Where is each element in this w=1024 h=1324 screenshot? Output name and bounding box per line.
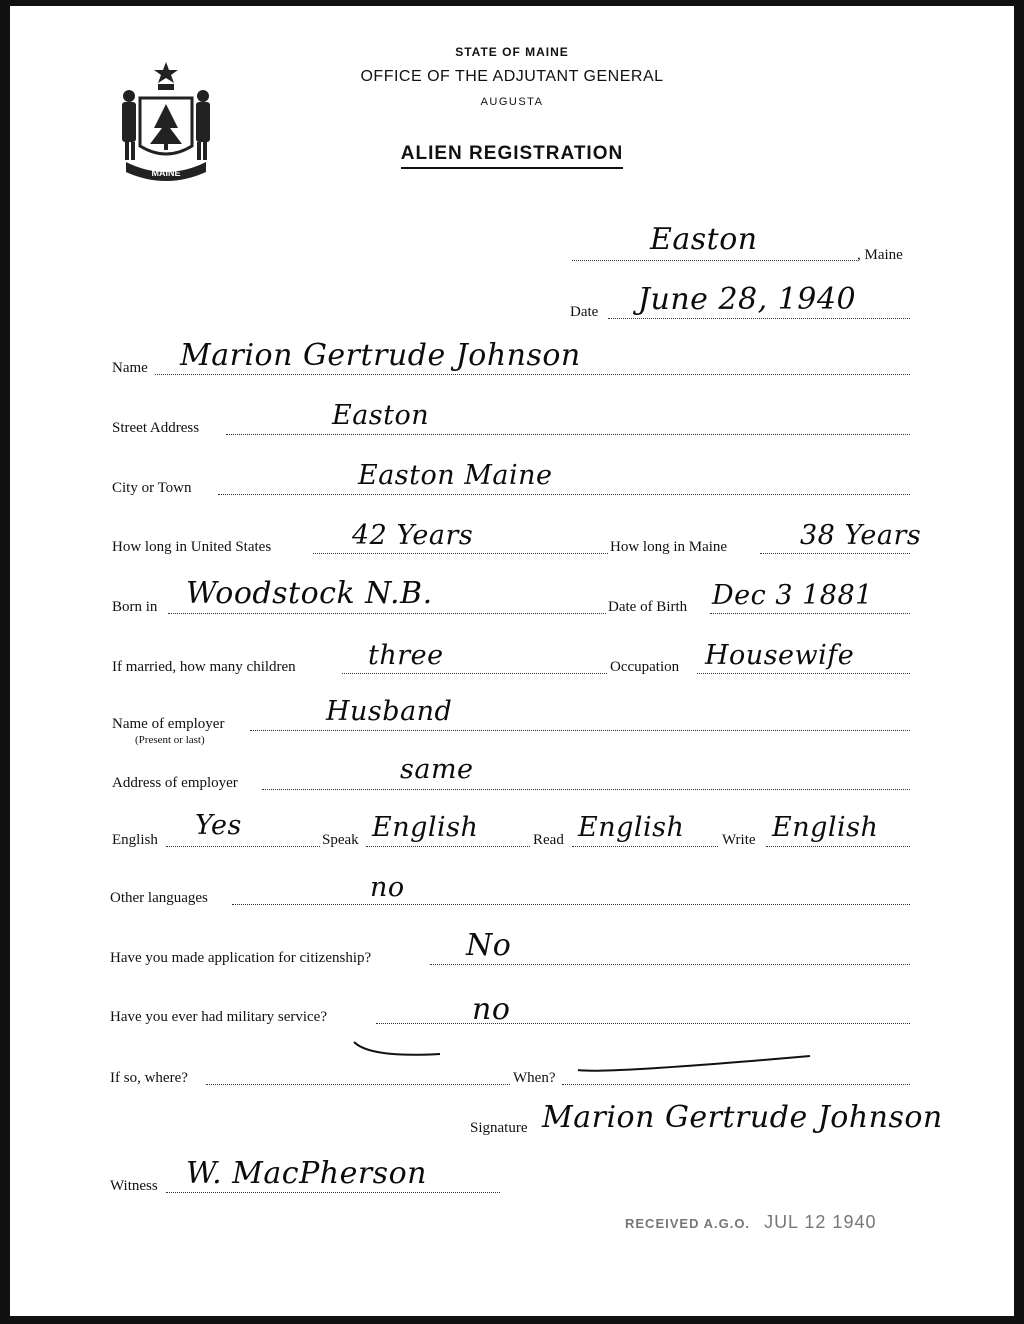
seal-banner-text: MAINE <box>151 168 181 178</box>
years-maine-label: How long in Maine <box>610 539 728 555</box>
stamp-received-text: RECEIVED A.G.O. <box>625 1216 751 1231</box>
occupation-line <box>697 673 910 674</box>
town-entry: Easton <box>650 222 758 257</box>
dob-label: Date of Birth <box>608 599 688 615</box>
employer-entry: Husband <box>326 696 453 727</box>
date-line <box>608 318 910 319</box>
stamp-date-text: JUL 12 1940 <box>764 1212 877 1232</box>
speak-label: Speak <box>322 832 359 848</box>
header-office: OFFICE OF THE ADJUTANT GENERAL <box>360 68 664 85</box>
years-us-entry: 42 Years <box>352 520 474 551</box>
name-line <box>155 374 910 375</box>
form-title: ALIEN REGISTRATION <box>401 143 623 169</box>
dob-line <box>710 613 910 614</box>
employer-address-entry: same <box>400 754 474 785</box>
other-languages-line <box>232 904 910 905</box>
date-label: Date <box>570 304 599 320</box>
speak-entry: English <box>372 812 479 843</box>
employer-label: Name of employer <box>112 716 225 732</box>
write-entry: English <box>772 812 879 843</box>
where-dash-stroke <box>350 1036 450 1062</box>
where-line <box>206 1084 510 1085</box>
citizenship-line <box>430 964 910 965</box>
military-entry: no <box>472 992 511 1027</box>
when-label: When? <box>513 1070 556 1086</box>
signature-entry: Marion Gertrude Johnson <box>542 1100 943 1135</box>
children-line <box>342 673 607 674</box>
town-suffix-label: , Maine <box>857 247 903 263</box>
employer-line <box>250 730 910 731</box>
employer-address-label: Address of employer <box>112 775 238 791</box>
years-us-line <box>313 553 608 554</box>
speak-line <box>366 846 530 847</box>
city-label: City or Town <box>112 480 192 496</box>
write-label: Write <box>722 832 756 848</box>
other-languages-entry: no <box>370 872 405 903</box>
children-label: If married, how many children <box>112 659 296 675</box>
city-line <box>218 494 910 495</box>
name-label: Name <box>112 360 148 376</box>
date-entry: June 28, 1940 <box>638 282 857 317</box>
write-line <box>766 846 910 847</box>
years-us-label: How long in United States <box>112 539 272 555</box>
when-dash-stroke <box>574 1052 814 1078</box>
military-label: Have you ever had military service? <box>110 1009 327 1025</box>
english-label: English <box>112 832 158 848</box>
read-line <box>572 846 718 847</box>
witness-entry: W. MacPherson <box>186 1156 427 1191</box>
witness-label: Witness <box>110 1178 158 1194</box>
years-maine-entry: 38 Years <box>800 520 922 551</box>
years-maine-line <box>760 553 910 554</box>
military-line <box>376 1023 910 1024</box>
witness-line <box>166 1192 500 1193</box>
when-line <box>562 1084 910 1085</box>
children-entry: three <box>368 640 444 671</box>
where-label: If so, where? <box>110 1070 188 1086</box>
maine-seal-icon <box>112 58 220 186</box>
received-stamp <box>625 1212 876 1233</box>
born-entry: Woodstock N.B. <box>186 576 433 611</box>
town-line <box>572 260 857 261</box>
city-entry: Easton Maine <box>358 460 553 491</box>
dob-entry: Dec 3 1881 <box>712 580 873 611</box>
employer-sublabel: (Present or last) <box>135 734 205 746</box>
born-label: Born in <box>112 599 158 615</box>
born-line <box>168 613 606 614</box>
occupation-entry: Housewife <box>705 640 855 671</box>
street-line <box>226 434 910 435</box>
street-entry: Easton <box>332 400 430 431</box>
read-entry: English <box>578 812 685 843</box>
header-state: STATE OF MAINE <box>455 45 569 59</box>
english-line <box>166 846 320 847</box>
read-label: Read <box>533 832 564 848</box>
citizenship-label: Have you made application for citizenship? <box>110 950 372 966</box>
name-entry: Marion Gertrude Johnson <box>180 338 581 373</box>
signature-label: Signature <box>470 1120 528 1136</box>
occupation-label: Occupation <box>610 659 680 675</box>
citizenship-entry: No <box>466 928 512 963</box>
street-label: Street Address <box>112 420 200 436</box>
header-city: AUGUSTA <box>480 96 544 108</box>
employer-address-line <box>262 789 910 790</box>
other-languages-label: Other languages <box>110 890 208 906</box>
english-entry: Yes <box>195 810 242 841</box>
